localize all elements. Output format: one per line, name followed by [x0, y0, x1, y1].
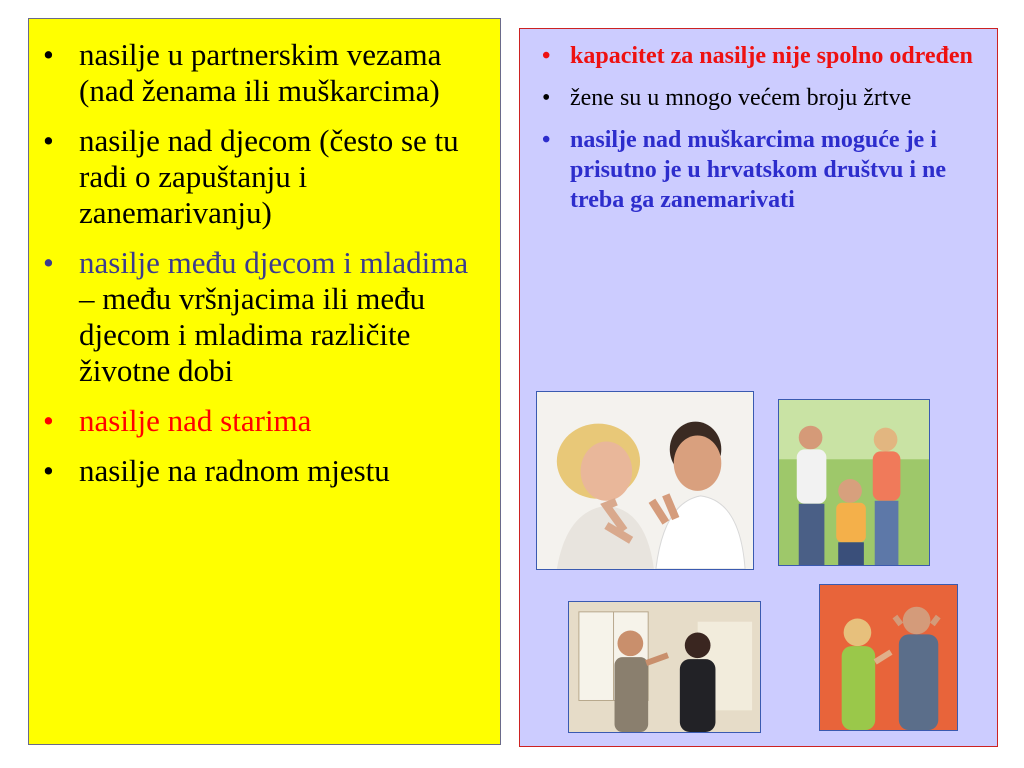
- list-item: [530, 125, 987, 215]
- family-argument-photo: [778, 399, 930, 566]
- list-item: [43, 403, 488, 439]
- list-item-text: nasilje nad starima: [79, 403, 312, 438]
- list-item-text: nasilje nad muškarcima moguće je i prisutno je u hrvatskom društvu i ne treba ga zanemarivati: [570, 127, 947, 213]
- bullet-icon: •: [43, 245, 54, 280]
- list-item: [43, 245, 488, 389]
- man-covering-ears-photo: [819, 584, 958, 731]
- bullet-icon: •: [43, 123, 54, 158]
- bullet-icon: •: [542, 43, 551, 69]
- couple-shouting-photo: [536, 391, 754, 570]
- list-item: [43, 453, 488, 489]
- list-item-text-highlight: nasilje među djecom i mladima: [79, 245, 469, 280]
- list-item-text: – među vršnjacima ili među djecom i mladima različite životne dobi: [79, 281, 426, 388]
- couple-indoor-argument-photo: [568, 601, 761, 733]
- bullet-icon: •: [542, 127, 551, 153]
- list-item: [43, 123, 488, 231]
- list-item-text: nasilje na radnom mjestu: [79, 453, 390, 488]
- right-bullet-list: [520, 29, 997, 215]
- list-item: [530, 83, 987, 113]
- list-item: [530, 41, 987, 71]
- list-item-text: nasilje nad djecom (često se tu radi o zapuštanju i zanemarivanju): [79, 123, 459, 230]
- bullet-icon: •: [43, 37, 54, 72]
- left-bullet-list: [29, 19, 500, 489]
- list-item-text: kapacitet za nasilje nije spolno određen: [570, 43, 973, 69]
- left-panel: [28, 18, 501, 745]
- list-item-text: žene su u mnogo većem broju žrtve: [570, 85, 912, 111]
- list-item: [43, 37, 488, 109]
- bullet-icon: •: [542, 85, 551, 111]
- list-item-text: nasilje u partnerskim vezama (nad ženama ili muškarcima): [79, 37, 442, 108]
- bullet-icon: •: [43, 403, 54, 438]
- bullet-icon: •: [43, 453, 54, 488]
